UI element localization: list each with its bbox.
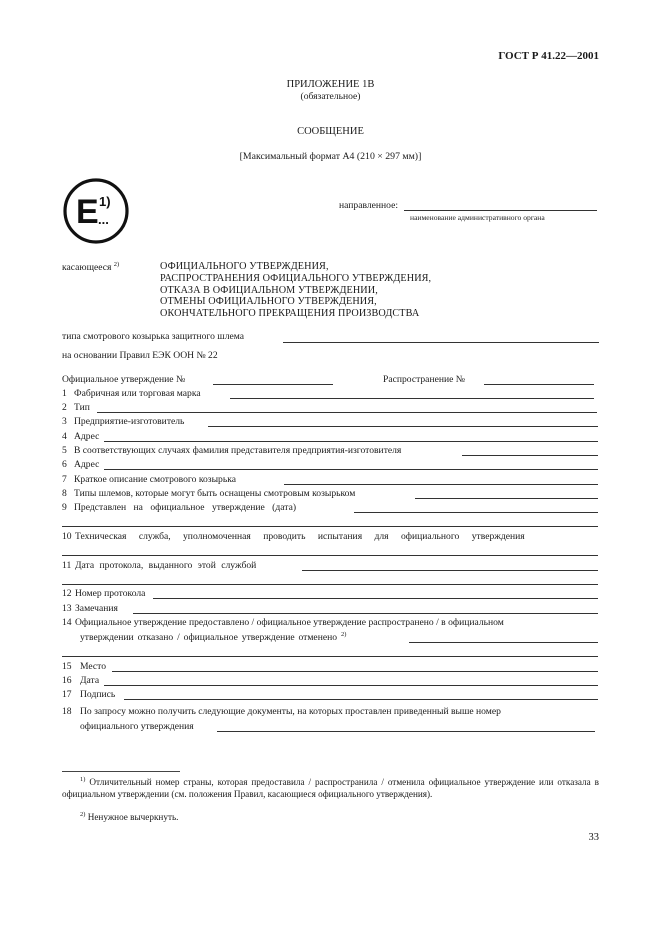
item-14-field-2[interactable] [62, 656, 598, 657]
extension-number-label: Распространение № [383, 374, 465, 385]
item-4: 4 Адрес [62, 431, 100, 442]
concerning-line-2: РАСПРОСТРАНЕНИЯ ОФИЦИАЛЬНОГО УТВЕРЖДЕНИЯ, [160, 272, 432, 284]
item-17: 17 Подпись [62, 689, 116, 700]
item-16: 16 Дата [62, 675, 100, 686]
item-11: 11 Дата протокола, выданного этой службой [62, 560, 257, 571]
standard-header: ГОСТ Р 41.22—2001 [498, 50, 599, 62]
concerning-line-3: ОТКАЗА В ОФИЦИАЛЬНОМ УТВЕРЖДЕНИИ, [160, 284, 378, 296]
approval-number-field[interactable] [213, 384, 333, 385]
mark-letter: E [76, 193, 99, 231]
item-14-field[interactable] [409, 642, 598, 643]
item-10: 10 Техническая служба, уполномоченная проводить испытания для официального утверждения [62, 531, 525, 542]
concerning-line-1: ОФИЦИАЛЬНОГО УТВЕРЖДЕНИЯ, [160, 261, 329, 272]
concerning-label: касающееся $^{2)}$ [62, 261, 120, 273]
concerning-line-5: ОКОНЧАТЕЛЬНОГО ПРЕКРАЩЕНИЯ ПРОИЗВОДСТВА [160, 308, 420, 320]
item-9: 9 Представлен на официальное утверждение (дата) [62, 502, 297, 513]
concerning-line-4: ОТМЕНЫ ОФИЦИАЛЬНОГО УТВЕРЖДЕНИЯ, [160, 296, 377, 308]
item-17-field[interactable] [124, 699, 598, 700]
item-2-field[interactable] [97, 412, 597, 413]
item-9-field[interactable] [354, 512, 598, 513]
item-15: 15 Место [62, 661, 107, 672]
footnote-separator [62, 771, 180, 772]
item-5: 5 В соответствующих случаях фамилия представителя предприятия-изготовителя [62, 445, 402, 456]
item-14: 14 Официальное утверждение предоставлено / официальное утверждение распространено / в официальном [62, 617, 504, 628]
document-heading: СООБЩЕНИЕ [297, 126, 364, 137]
item-6-field[interactable] [104, 469, 598, 470]
item-18-line-2: официального утверждения [80, 721, 194, 732]
sent-to-line[interactable] [404, 210, 597, 211]
mark-dots: ... [98, 212, 109, 227]
sent-to-caption: наименование административного органа [410, 213, 545, 222]
item-6: 6 Адрес [62, 459, 100, 470]
item-1: 1 Фабричная или торговая марка [62, 388, 201, 399]
item-5-field[interactable] [462, 455, 598, 456]
mark-superscript: 1) [99, 194, 111, 209]
extension-number-field[interactable] [484, 384, 594, 385]
item-12-field[interactable] [153, 598, 598, 599]
item-9-field-2[interactable] [62, 526, 598, 527]
type-line-label: типа смотрового козырька защитного шлема [62, 331, 245, 342]
approval-mark-emblem [62, 177, 130, 245]
appendix-subtitle: (обязательное) [300, 91, 361, 102]
item-1-field[interactable] [230, 398, 594, 399]
item-4-field[interactable] [104, 441, 598, 442]
item-14-line-2: утверждении отказано / официальное утверждение отменено $^{2)}$ [80, 631, 347, 643]
item-7-field[interactable] [284, 484, 598, 485]
item-15-field[interactable] [112, 671, 598, 672]
format-note: [Максимальный формат А4 (210 × 297 мм)] [239, 151, 422, 162]
footnote-1: $^{1)}$ Отличительный номер страны, которая предоставила / распространила / отменила официальное утверждение или отказала в официальном утверждении (см. положения Правил, касающиеся официального утверждения). [62, 776, 599, 799]
type-line-field[interactable] [283, 342, 599, 343]
item-13: 13 Замечания [62, 603, 118, 614]
item-18-field[interactable] [217, 731, 595, 732]
basis-line: на основании Правил ЕЭК ООН № 22 [62, 350, 218, 361]
item-8: 8 Типы шлемов, которые могут быть оснащены смотровым козырьком [62, 488, 356, 499]
item-16-field[interactable] [104, 685, 598, 686]
item-11-field-2[interactable] [62, 584, 598, 585]
concerning-options [160, 261, 431, 320]
item-7: 7 Краткое описание смотрового козырька [62, 474, 236, 485]
item-12: 12 Номер протокола [62, 588, 146, 599]
item-18: 18 По запросу можно получить следующие документы, на которых проставлен приведенный выше номер [62, 706, 501, 717]
footnote-2: $^{2)}$ Ненужное вычеркнуть. [80, 811, 179, 822]
item-13-field[interactable] [133, 613, 598, 614]
sent-to-label: направленное: [339, 200, 399, 211]
approval-number-label: Официальное утверждение № [62, 374, 186, 385]
page-number: 33 [588, 832, 599, 843]
item-3: 3 Предприятие-изготовитель [62, 416, 185, 427]
item-3-field[interactable] [208, 426, 598, 427]
item-10-field[interactable] [62, 555, 598, 556]
item-8-field[interactable] [415, 498, 598, 499]
item-2: 2 Тип [62, 402, 90, 413]
appendix-title: ПРИЛОЖЕНИЕ 1В [286, 79, 375, 90]
item-11-field[interactable] [302, 570, 598, 571]
